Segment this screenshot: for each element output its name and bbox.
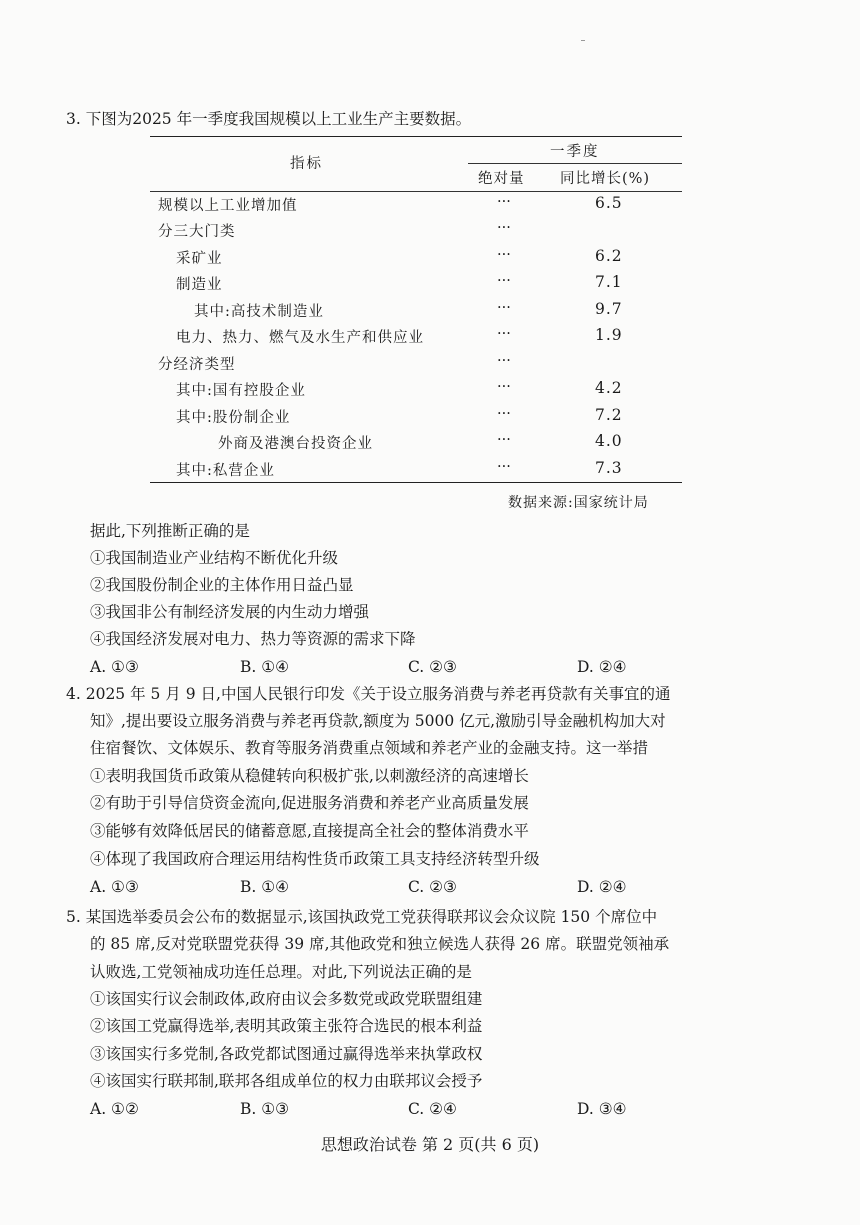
row-name: 制造业 (176, 277, 223, 293)
row-yoy: 9.7 (595, 300, 623, 318)
row-name: 外商及港澳台投资企业 (218, 436, 373, 452)
header-period: 一季度 (550, 144, 600, 160)
option-c[interactable]: C. ②④ (408, 1100, 457, 1118)
q5-statement-1: ①该国实行议会制政体,政府由议会多数党或政党联盟组建 (90, 990, 483, 1008)
q4-statement-1: ①表明我国货币政策从稳健转向积极扩张,以刺激经济的高速增长 (90, 767, 529, 785)
table-row (150, 244, 682, 270)
row-absolute: ··· (497, 459, 511, 475)
row-yoy: 7.3 (595, 459, 623, 477)
q5-stem-line-2: 的 85 席,反对党联盟党获得 39 席,其他政党和独立候选人获得 26 席。联盟党领袖承 (90, 935, 670, 953)
row-name: 其中:股份制企业 (176, 410, 291, 426)
q4-statement-2: ②有助于引导信贷资金流向,促进服务消费和养老产业高质量发展 (90, 794, 529, 812)
option-b[interactable]: B. ①④ (240, 658, 290, 676)
q3-statement-2: ②我国股份制企业的主体作用日益凸显 (90, 576, 354, 594)
q4-stem-line-3: 住宿餐饮、文体娱乐、教育等服务消费重点领域和养老产业的金融支持。这一举措 (90, 739, 649, 757)
row-absolute: ··· (497, 353, 511, 369)
option-d[interactable]: D. ②④ (577, 658, 627, 676)
row-name: 其中:国有控股企业 (176, 383, 306, 399)
table-row (150, 456, 682, 482)
header-yoy: 同比增长(%) (560, 171, 651, 187)
q5-stem-line-1: 5. 某国选举委员会公布的数据显示,该国执政党工党获得联邦议会众议院 150 个席位中 (66, 908, 658, 926)
q3-statement-3: ③我国非公有制经济发展的内生动力增强 (90, 603, 370, 621)
q4-stem-line-2: 知》,提出要设立服务消费与养老再贷款,额度为 5000 亿元,激励引导金融机构加大对 (90, 712, 666, 730)
scan-mark (581, 40, 585, 41)
option-d[interactable]: D. ②④ (577, 878, 627, 896)
row-absolute: ··· (497, 406, 511, 422)
header-absolute: 绝对量 (478, 171, 525, 187)
table-mid-rule (468, 163, 682, 164)
row-name: 其中:高技术制造业 (194, 304, 324, 320)
row-yoy: 4.0 (595, 432, 623, 450)
header-indicator: 指标 (290, 156, 323, 172)
table-source: 数据来源:国家统计局 (508, 495, 649, 511)
table-row (150, 376, 682, 402)
option-c[interactable]: C. ②③ (408, 878, 457, 896)
row-yoy: 4.2 (595, 379, 623, 397)
row-absolute: ··· (497, 247, 511, 263)
option-d[interactable]: D. ③④ (577, 1100, 627, 1118)
q3-stem: 3. 下图为2025 年一季度我国规模以上工业生产主要数据。 (66, 110, 472, 128)
row-name: 规模以上工业增加值 (158, 198, 298, 214)
q5-statement-2: ②该国工党赢得选举,表明其政策主张符合选民的根本利益 (90, 1017, 483, 1035)
q3-prompt: 据此,下列推断正确的是 (90, 522, 250, 540)
row-yoy: 7.1 (595, 273, 623, 291)
table-row (150, 323, 682, 349)
table-row (150, 191, 682, 217)
q3-statement-1: ①我国制造业产业结构不断优化升级 (90, 549, 339, 567)
q5-statement-3: ③该国实行多党制,各政党都试图通过赢得选举来执掌政权 (90, 1045, 483, 1063)
row-absolute: ··· (497, 379, 511, 395)
row-yoy: 7.2 (595, 406, 623, 424)
row-yoy: 6.5 (595, 194, 623, 212)
row-absolute: ··· (497, 300, 511, 316)
row-absolute: ··· (497, 220, 511, 236)
page-footer: 思想政治试卷 第 2 页(共 6 页) (320, 1135, 540, 1154)
row-absolute: ··· (497, 432, 511, 448)
row-name: 电力、热力、燃气及水生产和供应业 (176, 330, 424, 346)
table-row (150, 350, 682, 376)
table-top-rule (150, 136, 682, 137)
row-absolute: ··· (497, 273, 511, 289)
q4-stem-line-1: 4. 2025 年 5 月 9 日,中国人民银行印发《关于设立服务消费与养老再贷款有关事宜的通 (66, 685, 671, 703)
q5-statement-4: ④该国实行联邦制,联邦各组成单位的权力由联邦议会授予 (90, 1072, 483, 1090)
table-bottom-rule (150, 482, 682, 483)
table-row (150, 297, 682, 323)
table-row (150, 429, 682, 455)
table-row (150, 217, 682, 243)
option-b[interactable]: B. ①④ (240, 878, 290, 896)
option-a[interactable]: A. ①② (90, 1100, 139, 1118)
option-c[interactable]: C. ②③ (408, 658, 457, 676)
q4-statement-4: ④体现了我国政府合理运用结构性货币政策工具支持经济转型升级 (90, 850, 540, 868)
row-absolute: ··· (497, 326, 511, 342)
option-b[interactable]: B. ①③ (240, 1100, 290, 1118)
option-a[interactable]: A. ①③ (90, 878, 139, 896)
option-a[interactable]: A. ①③ (90, 658, 139, 676)
row-name: 分三大门类 (158, 224, 236, 240)
q5-stem-line-3: 认败选,工党领袖成功连任总理。对此,下列说法正确的是 (90, 963, 472, 981)
q3-statement-4: ④我国经济发展对电力、热力等资源的需求下降 (90, 630, 416, 648)
row-yoy: 1.9 (595, 326, 623, 344)
row-yoy: 6.2 (595, 247, 623, 265)
row-absolute: ··· (497, 194, 511, 210)
table-row (150, 270, 682, 296)
row-name: 其中:私营企业 (176, 463, 275, 479)
q4-statement-3: ③能够有效降低居民的储蓄意愿,直接提高全社会的整体消费水平 (90, 822, 529, 840)
row-name: 分经济类型 (158, 357, 236, 373)
table-row (150, 403, 682, 429)
row-name: 采矿业 (176, 251, 223, 267)
